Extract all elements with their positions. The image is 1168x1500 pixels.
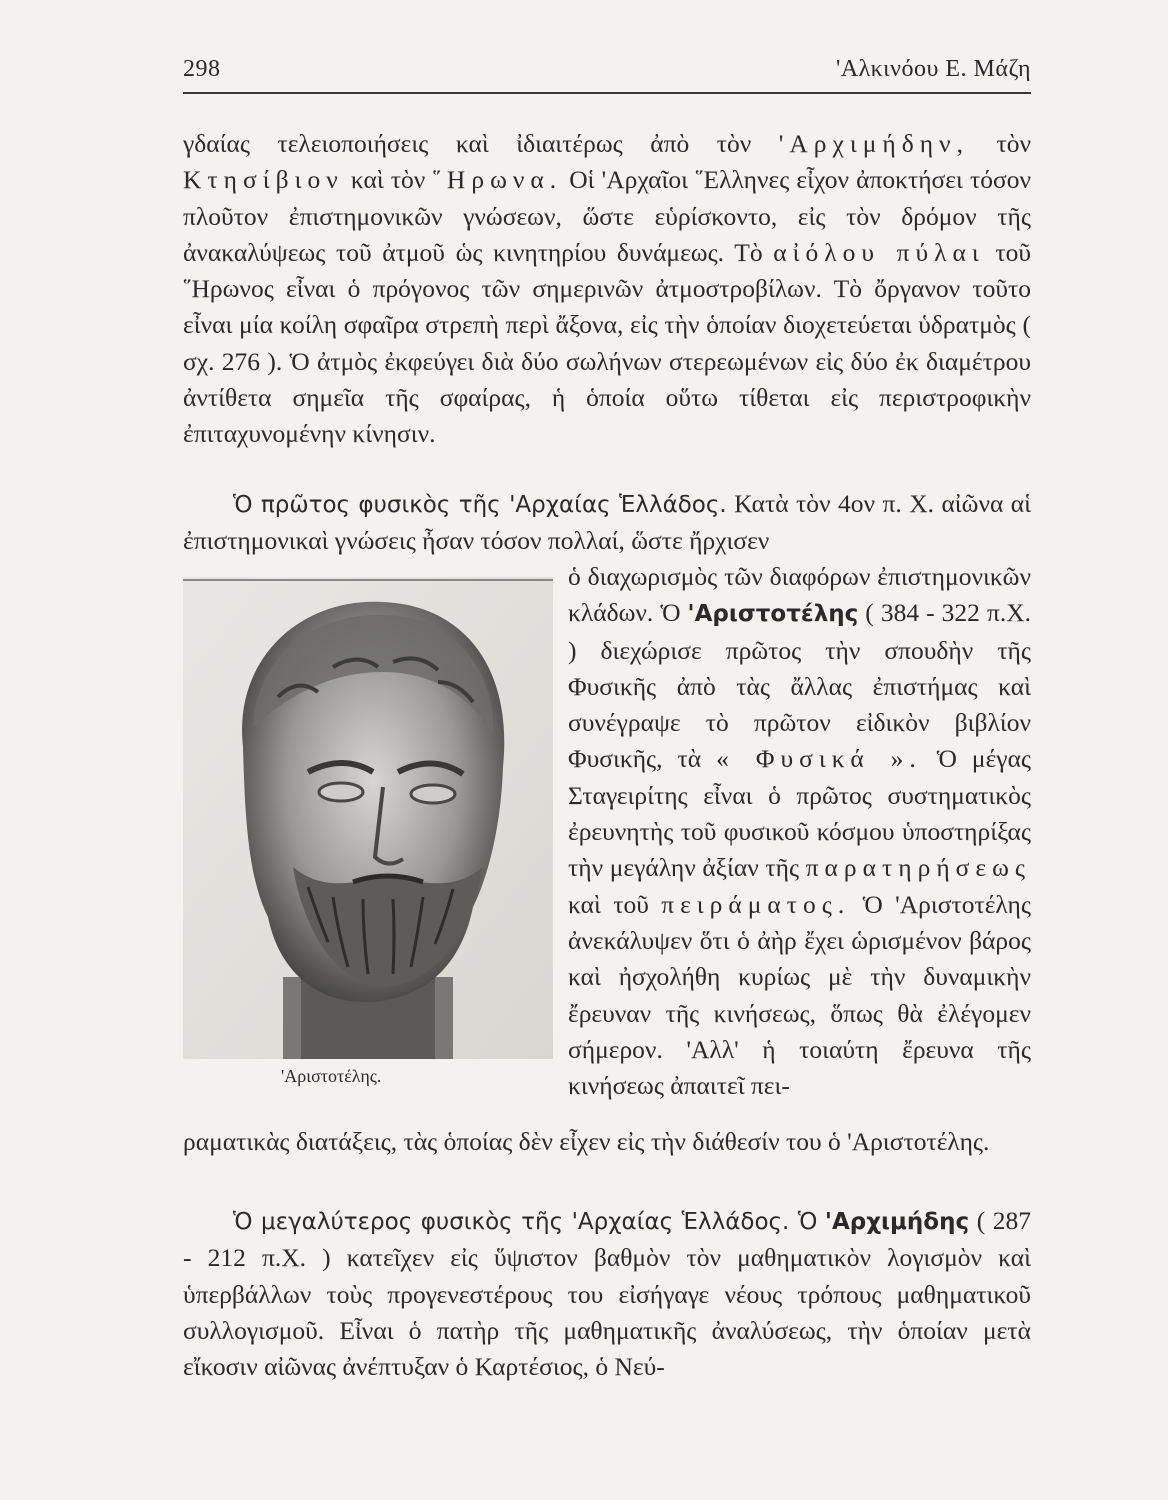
text-run: Κατὰ τὸν 4ον π. Χ. αἰῶνα αἱ ἐπιστημονικαὶ γνώσεις ἦσαν τόσον πολλαί, ὥστε ἤρχισεν — [183, 489, 1032, 556]
running-head-author: 'Αλκινόου Ε. Μάζη — [836, 56, 1031, 82]
emphasis-physika: « Φυσικά ». — [716, 744, 922, 774]
text-run: ( 287 - 212 π.Χ. ) κατεῖχεν εἰς ὕψιστον βαθμὸν τὸν μαθηματικὸν λογισμὸν καὶ ὑπερβάλλων τοὺς προγενεστέρους του εἰσήγαγε νέους τρόπους μαθηματικοῦ συλλογισμοῦ. Εἶναι ὁ πατὴρ τῆς μαθηματικῆς ἀναλύσεως, τὴν ὁποίαν μετὰ εἴκοσιν αἰῶνας ἀνέπτυξαν ὁ Καρτέσιος, ὁ Νεύ- — [183, 1206, 1031, 1382]
text-run: ὁ διαχωρισμὸς τῶν διαφόρων ἐπιστημονικῶν κλάδων. Ὁ — [568, 562, 1031, 628]
running-header — [183, 48, 1031, 94]
name-archimedes: 'Αρχιμήδης — [824, 1209, 970, 1235]
section-heading-greatest-physicist: Ὁ μεγαλύτερος φυσικὸς τῆς 'Αρχαίας Ἑλλάδος. Ὁ — [233, 1209, 818, 1235]
text-run: Ὁ 'Αριστοτέλης ἀνεκάλυψεν ὅτι ὁ ἀὴρ ἔχει ὡρισμένον βάρος καὶ ἠσχολήθη κυρίως μὲ τὴν δυναμικὴν ἔρευναν τῆς κινήσεως, ὅπως θὰ ἐλέγομεν σήμερον. 'Αλλ' ἡ τοιαύτη ἔρευνα τῆς κινήσεως ἀπαιτεῖ πει- — [568, 889, 1031, 1101]
text-run: τοῦ ῞Ηρωνος εἶναι ὁ πρόγονος τῶν σημερινῶν ἀτμοστροβίλων. Τὸ ὄργανον τοῦτο εἶναι μία κοίλη σφαῖρα στρεπὴ περὶ ἄξονα, εἰς τὴν ὁποίαν διοχετεύεται ὑδρατμὸς ( σχ. 276 ). Ὁ ἀτμὸς ἐκφεύγει διὰ δύο σωλήνων στερεωμένων εἰς δύο ἐκ διαμέτρου ἀντίθετα σημεῖα τῆς σφαίρας, ἡ ὁποία οὕτω τίθεται εἰς περιστροφικὴν ἐπιταχυνομένην κίνησιν. — [183, 237, 1032, 449]
emphasis-heron: ῞Ηρωνα. — [432, 165, 563, 195]
emphasis-ktesibios: Κτησίβιον — [183, 165, 344, 195]
paragraph-aristotle-end — [183, 1124, 1031, 1160]
emphasis-experiment: πειράματος. — [661, 889, 851, 919]
emphasis-observation: παρατηρήσεως — [805, 853, 1031, 883]
text-run: γδαίας τελειοποιήσεις καὶ ἰδιαιτέρως ἀπὸ τὸν — [183, 129, 752, 158]
emphasis-archimedes: 'Αρχιμήδην, — [778, 129, 969, 158]
text-run: καὶ τὸν — [350, 165, 426, 195]
text-run: ( 384 - 322 π.Χ. ) διεχώρισε πρῶτος τὴν σπουδὴν τῆς Φυσικῆς ἀπὸ τὰς ἄλλας ἐπιστήμας καὶ συνέγραψε τὸ πρῶτον εἰδικὸν βιβλίον Φυσικῆς, τὰ — [568, 598, 1031, 774]
aristotle-bust-image — [183, 577, 553, 1059]
aristotle-bust-illustration — [183, 577, 553, 1059]
text-run: Οἱ 'Αρχαῖοι ῞Ελληνες εἶχον ἀποκτήσει τόσον πλοῦτον ἐπιστημονικῶν γνώσεων, ὥστε εὑρίσκοντο, εἰς τὸν δρόμον τῆς ἀνακαλύψεως τοῦ ἀτμοῦ ὡς κινητηρίου δυνάμεως. Τὸ — [183, 165, 1031, 267]
name-aristotle: 'Αριστοτέλης — [687, 601, 859, 628]
text-run: Ὁ μέγας Σταγειρίτης εἶναι ὁ πρῶτος συστηματικὸς ἐρευνητὴς τοῦ φυσικοῦ κόσμου ὑποστηρίξας τὴν μεγάλην ἀξίαν τῆς — [568, 744, 1032, 883]
paragraph-heron — [183, 126, 1031, 453]
section-heading-first-physicist: Ὁ πρῶτος φυσικὸς τῆς 'Αρχαίας Ἑλλάδος. — [233, 492, 727, 518]
emphasis-aiolou-pylai: αἰόλου πύλαι — [773, 237, 985, 267]
paragraph-aristotle-intro — [183, 486, 1031, 560]
page-number: 298 — [183, 56, 221, 82]
text-run: καὶ τοῦ — [568, 889, 649, 919]
paragraph-archimedes — [183, 1203, 1031, 1385]
figure-caption: 'Αριστοτέλης. — [281, 1066, 382, 1086]
paragraph-aristotle-column — [568, 559, 1031, 1104]
text-run: ραματικὰς διατάξεις, τὰς ὁποίας δὲν εἶχεν εἰς τὴν διάθεσίν του ὁ 'Αριστοτέλης. — [183, 1127, 990, 1156]
text-run: τὸν — [996, 129, 1032, 158]
